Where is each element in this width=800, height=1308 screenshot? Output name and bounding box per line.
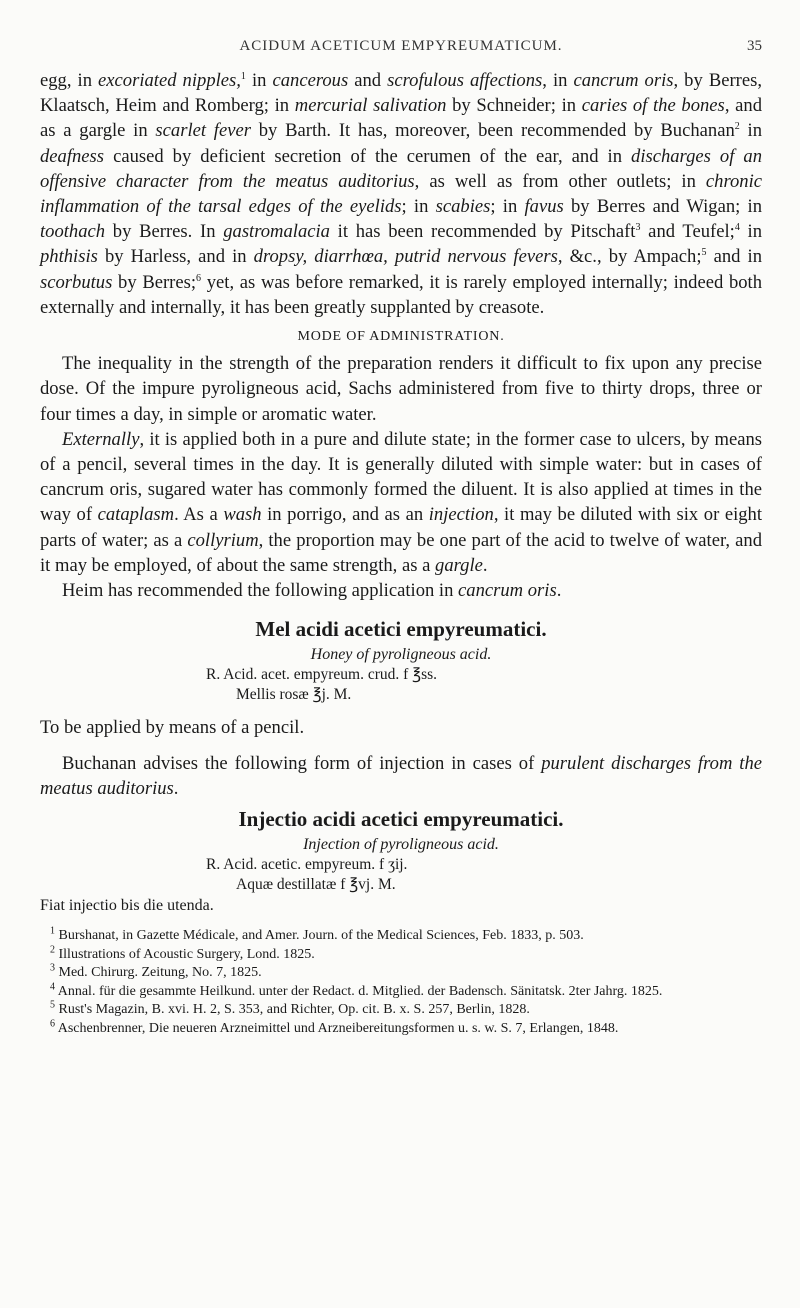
footnotes bbox=[40, 927, 762, 1038]
footnote: $^4$ Annal. für die gesammte Heilkund. unter der Redact. d. Mitglied. der Badensch. Sänitatsk. 2ter Jahrg. 1825. bbox=[50, 981, 663, 999]
formula-note-injectio: Fiat injectio bis die utenda. bbox=[40, 897, 214, 915]
formula-title-injectio: Injectio acidi acetici empyreumatici. bbox=[238, 807, 564, 832]
formula-title-mel: Mel acidi acetici empyreumatici. bbox=[255, 617, 547, 642]
page-body bbox=[40, 68, 762, 1038]
paragraph-heim: Heim has recommended the following application in cancrum oris. bbox=[62, 580, 562, 602]
paragraph-dosage: The inequality in the strength of the preparation renders it difficult to fix upon any precise dose. Of the impure pyroligneous acid, Sachs administered from five to thirty drops, three or four times a day, in simple or aromatic water. bbox=[40, 353, 762, 425]
prescription-line: Mellis rosæ ℥j. M. bbox=[236, 686, 352, 704]
formula-subtitle-injectio: Injection of pyroligneous acid. bbox=[303, 836, 499, 854]
footnote-ref[interactable]: 6 bbox=[196, 272, 202, 284]
page-number: 35 bbox=[747, 38, 762, 54]
formula-subtitle-mel: Honey of pyroligneous acid. bbox=[310, 646, 492, 664]
paragraph-buchanan: Buchanan advises the following form of injection in cases of purulent discharges from the meatus auditorius. bbox=[40, 752, 763, 799]
footnote-ref[interactable]: 5 bbox=[701, 247, 707, 259]
formula-note-mel: To be applied by means of a pencil. bbox=[40, 717, 305, 739]
paragraph-therapeutic-uses: egg, in excoriated nipples,$^1$ in cancerous and scrofulous affections, in cancrum oris, by Berres, Klaatsch, Heim and Romberg; in mercurial salivation by Schneider; in caries of the bones, and as a gargle in scarlet fever by Barth. It has, moreover, been recommended by Buchanan$^2$ in deafness caused by deficient secretion of the cerumen of the ear, and in discharges of an offensive character from the meatus auditorius, as well as from other outlets; in chronic inflammation of the tarsal edges of the eyelids; in scabies; in favus by Berres and Wigan; in toothach by Berres. In gastromalacia it has been recommended by Pitschaft$^3$ and Teufel;$^4$ in phthisis by Harless, and in dropsy, diarrhœa, putrid nervous fevers, &c., by Ampach;$^5$ and in scorbutus by Berres;$^6$ yet, as was before remarked, it is rarely employed internally; indeed both externally and internally, it has been greatly supplanted by creasote. bbox=[40, 70, 763, 318]
footnote-ref[interactable]: 1 bbox=[240, 70, 246, 82]
footnote: $^1$ Burshanat, in Gazette Médicale, and Amer. Journ. of the Medical Sciences, Feb. 1833, p. 503. bbox=[50, 925, 584, 944]
footnote-ref[interactable]: 3 bbox=[635, 222, 641, 234]
footnote: $^6$ Aschenbrenner, Die neueren Arzneimittel und Arzneibereitungsformen u. s. w. S. 7, Erlangen, 1848. bbox=[50, 1018, 619, 1036]
footnote: $^2$ Illustrations of Acoustic Surgery, Lond. 1825. bbox=[50, 944, 315, 962]
footnote-ref[interactable]: 4 bbox=[734, 222, 740, 234]
section-heading-mode: MODE OF ADMINISTRATION. bbox=[297, 329, 505, 345]
prescription-line: R. Acid. acetic. empyreum. f ʒij. bbox=[206, 856, 408, 874]
paragraph-external-use: Externally, it is applied both in a pure and dilute state; in the former case to ulcers, by means of a pencil, several times in the day. It is generally diluted with simple water: but in cases of cancrum oris, sugared water has commonly formed the diluent. It is also applied at times in the way of cataplasm. As a wash in porrigo, and as an injection, it may be diluted with six or eight parts of water; as a collyrium, the proportion may be one part of the acid to twelve of water, and it may be employed, of about the same strength, as a gargle. bbox=[40, 428, 763, 576]
running-head: ACIDUM ACETICUM EMPYREUMATICUM. bbox=[239, 38, 563, 54]
prescription-line: R. Acid. acet. empyreum. crud. f ℥ss. bbox=[206, 666, 438, 684]
page-header bbox=[40, 38, 762, 60]
footnote: $^5$ Rust's Magazin, B. xvi. H. 2, S. 353, and Richter, Op. cit. B. x. S. 257, Berlin, 1828. bbox=[50, 999, 530, 1018]
prescription-line: Aquæ destillatæ f ℥vj. M. bbox=[236, 876, 396, 894]
footnote: $^3$ Med. Chirurg. Zeitung, No. 7, 1825. bbox=[50, 962, 262, 981]
footnote-ref[interactable]: 2 bbox=[734, 121, 740, 133]
